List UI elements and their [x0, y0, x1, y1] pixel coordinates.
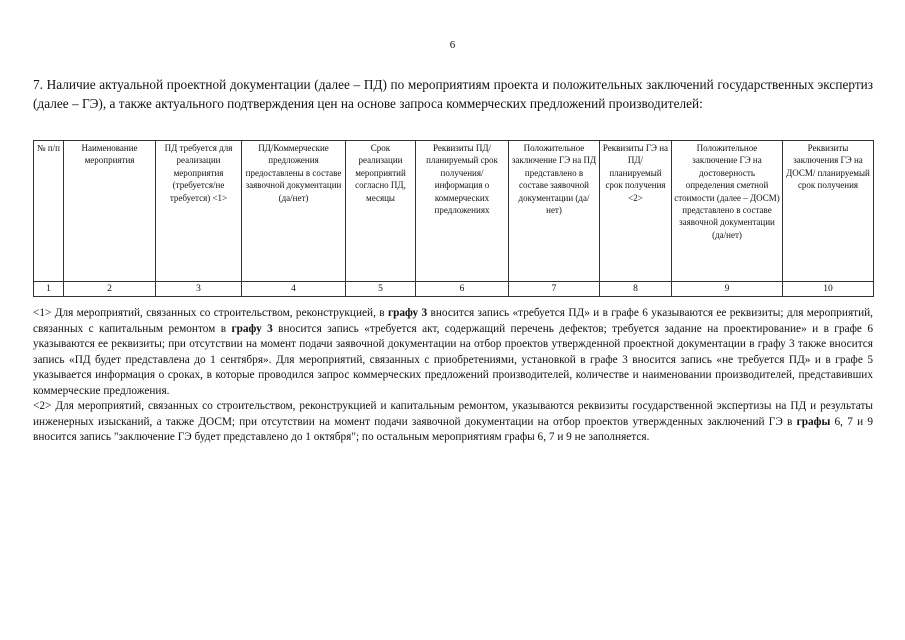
column-number: 1	[34, 282, 64, 297]
header-cell: Наименование мероприятия	[64, 141, 156, 282]
footnote-text: 6, 7 и 9 вносится запись "заключение ГЭ будет представлено до 1 октября"; по остальным мероприятиям графы 6, 7 и 9 не заполняется.	[33, 415, 873, 443]
column-number: 5	[346, 282, 416, 297]
section-heading: 7. Наличие актуальной проектной документации (далее – ПД) по мероприятиям проекта и положительных заключений государственных экспертиз (далее – ГЭ), а также актуального подтверждения цен на основе запроса коммерческих предложений производителей:	[33, 77, 873, 111]
column-number: 10	[783, 282, 874, 297]
footnote-2	[33, 399, 873, 446]
header-cell: Положительное заключение ГЭ на достоверность определения сметной стоимости (далее – ДОСМ) представлено в составе заявочной документации (да/нет)	[672, 141, 783, 282]
footnote-text: <1> Для мероприятий, связанных со строительством, реконструкцией, в	[33, 307, 388, 319]
column-number: 2	[64, 282, 156, 297]
column-number: 3	[156, 282, 242, 297]
header-cell: Реквизиты ПД/ планируемый срок получения/ информация о коммерческих предложениях	[416, 141, 509, 282]
footnote-text: вносится запись «требуется акт, содержащий перечень дефектов; требуется задание на проектирование» и в графе 6 указываются ее реквизиты; при отсутствии на момент подачи заявочной документации на отбор проектов утвержденной проектной документации в графу 3 также вносится запись «ПД будет представлена до 1 сентября». Для мероприятий, связанных с приобретениями, установкой в графе 3 вносится запись «не требуется ПД» и в графе 5 указывается информация о сроках, в которые проводился запрос коммерческих предложений производителей, количестве и наименовании производителей, представивших коммерческие предложения.	[33, 322, 873, 397]
column-number-row	[34, 282, 874, 297]
footnote-bold: графу 3	[387, 307, 428, 319]
footnotes	[33, 306, 873, 446]
table-header-row	[34, 141, 874, 282]
header-cell: ПД/Коммерческие предложения предоставлены в составе заявочной документации (да/нет)	[242, 141, 346, 282]
footnote-bold: графы	[796, 415, 831, 428]
header-cell: Срок реализации мероприятий согласно ПД, месяцы	[346, 141, 416, 282]
column-number: 8	[600, 282, 672, 297]
column-number: 4	[242, 282, 346, 297]
header-cell: ПД требуется для реализации мероприятия (требуется/не требуется) <1>	[156, 141, 242, 282]
header-cell: Реквизиты заключения ГЭ на ДОСМ/ планируемый срок получения	[783, 141, 874, 282]
column-number: 6	[416, 282, 509, 297]
header-cell: № п/п	[34, 141, 64, 282]
page-number: 6	[449, 39, 456, 51]
footnote-text: вносится запись «требуется ПД» и в графе 6 указываются ее реквизиты; для мероприятий, связанных с капитальным ремонтом в	[33, 307, 874, 335]
documentation-table	[33, 140, 874, 297]
footnote-1	[33, 306, 873, 399]
column-number: 9	[672, 282, 783, 297]
column-number: 7	[509, 282, 600, 297]
header-cell: Положительное заключение ГЭ на ПД представлено в составе заявочной документации (да/нет)	[509, 141, 600, 282]
header-cell: Реквизиты ГЭ на ПД/ планируемый срок получения <2>	[600, 141, 672, 282]
footnote-text: <2> Для мероприятий, связанных со строительством, реконструкцией и капитальным ремонтом, указываются реквизиты государственной экспертизы на ПД и результаты инженерных изысканий, а также ДОСМ; при отсутствии на момент подачи заявочной документации на отбор проектов утвержденных заключений ГЭ в	[33, 400, 873, 428]
footnote-bold: графу 3	[231, 322, 273, 335]
